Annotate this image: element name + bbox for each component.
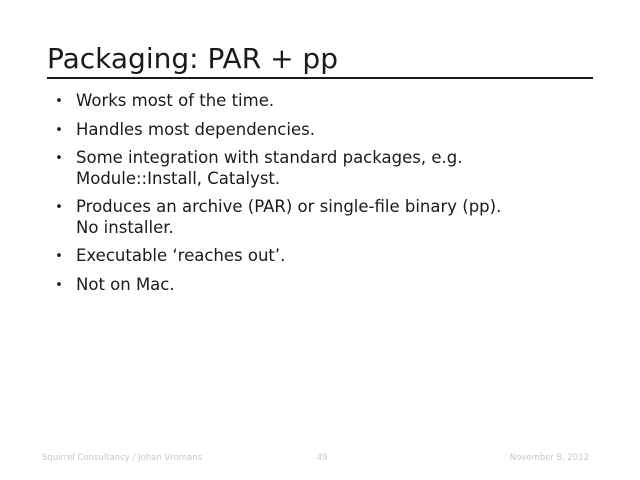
bullet-text: Handles most dependencies. bbox=[76, 119, 315, 139]
bullet-text: Works most of the time. bbox=[76, 91, 275, 110]
title-underline bbox=[47, 77, 593, 79]
footer-author: Squirrel Consultancy / Johan Vromans bbox=[42, 453, 203, 463]
bullet-icon: • bbox=[55, 249, 63, 264]
footer-page-number: 49 bbox=[316, 453, 328, 463]
bullet-icon: • bbox=[55, 277, 63, 293]
bullet-icon: • bbox=[55, 151, 63, 166]
bullet-icon: • bbox=[55, 122, 63, 138]
bullet-item bbox=[52, 148, 572, 189]
bullet-item bbox=[52, 246, 572, 267]
footer-date: November 8, 2012 bbox=[509, 453, 589, 463]
bullet-item bbox=[52, 91, 572, 112]
bullet-icon: • bbox=[55, 200, 63, 215]
bullet-text-continued: Module::Install, Catalyst. bbox=[76, 168, 281, 188]
bullet-text: Some integration with standard packages, e.g. bbox=[76, 148, 463, 167]
slide-title: Packaging: PAR + pp bbox=[47, 42, 338, 75]
bullet-item bbox=[52, 197, 572, 238]
bullet-item bbox=[52, 120, 572, 141]
bullet-list bbox=[52, 91, 572, 303]
bullet-icon: • bbox=[55, 94, 63, 109]
bullet-text: Produces an archive (PAR) or single-file binary (pp). bbox=[76, 197, 502, 216]
bullet-text: Executable ‘reaches out’. bbox=[76, 246, 286, 265]
bullet-text: Not on Mac. bbox=[76, 274, 175, 294]
bullet-text-continued: No installer. bbox=[76, 217, 174, 237]
bullet-item bbox=[52, 275, 572, 296]
